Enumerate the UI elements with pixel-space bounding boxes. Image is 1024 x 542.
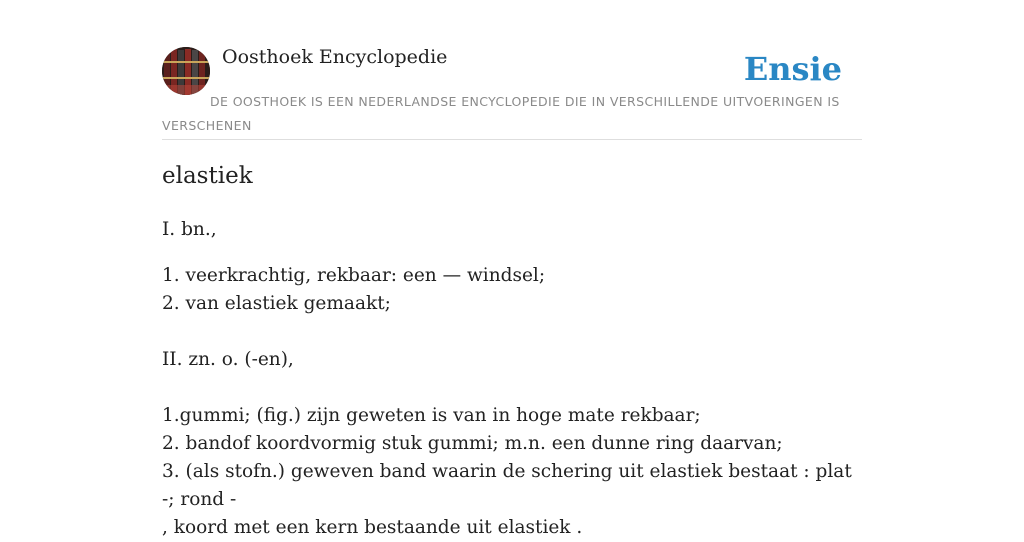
- entry-line: , koord met een kern bestaande uit elastiek .: [162, 517, 583, 538]
- book-spines-icon: [162, 47, 210, 95]
- entry-body: [162, 216, 867, 542]
- source-avatar[interactable]: [162, 47, 210, 95]
- page-container: [162, 0, 862, 538]
- entry-line: II. zn. o. (-en),: [162, 349, 294, 370]
- entry-line: 1.gummi; (fig.) zijn geweten is van in hoge mate rekbaar;: [162, 405, 701, 426]
- entry-line: 2. van elastiek gemaakt;: [162, 293, 391, 314]
- entry-line: 2. bandof koordvormig stuk gummi; m.n. een dunne ring daarvan;: [162, 433, 783, 454]
- source-description: DE OOSTHOEK IS EEN NEDERLANDSE ENCYCLOPEDIE DIE IN VERSCHILLENDE UITVOERINGEN IS VERSCHENEN: [162, 94, 840, 133]
- entry-headword: elastiek: [162, 163, 253, 189]
- source-title[interactable]: Oosthoek Encyclopedie: [222, 46, 448, 68]
- entry-line: 1. veerkrachtig, rekbaar: een — windsel;: [162, 265, 546, 286]
- source-header: [162, 0, 862, 140]
- brand-logo[interactable]: Ensie: [743, 50, 842, 88]
- entry-line: I. bn.,: [162, 219, 217, 240]
- entry-line: 3. (als stofn.) geweven band waarin de schering uit elastiek bestaat : plat -; rond -: [162, 461, 852, 510]
